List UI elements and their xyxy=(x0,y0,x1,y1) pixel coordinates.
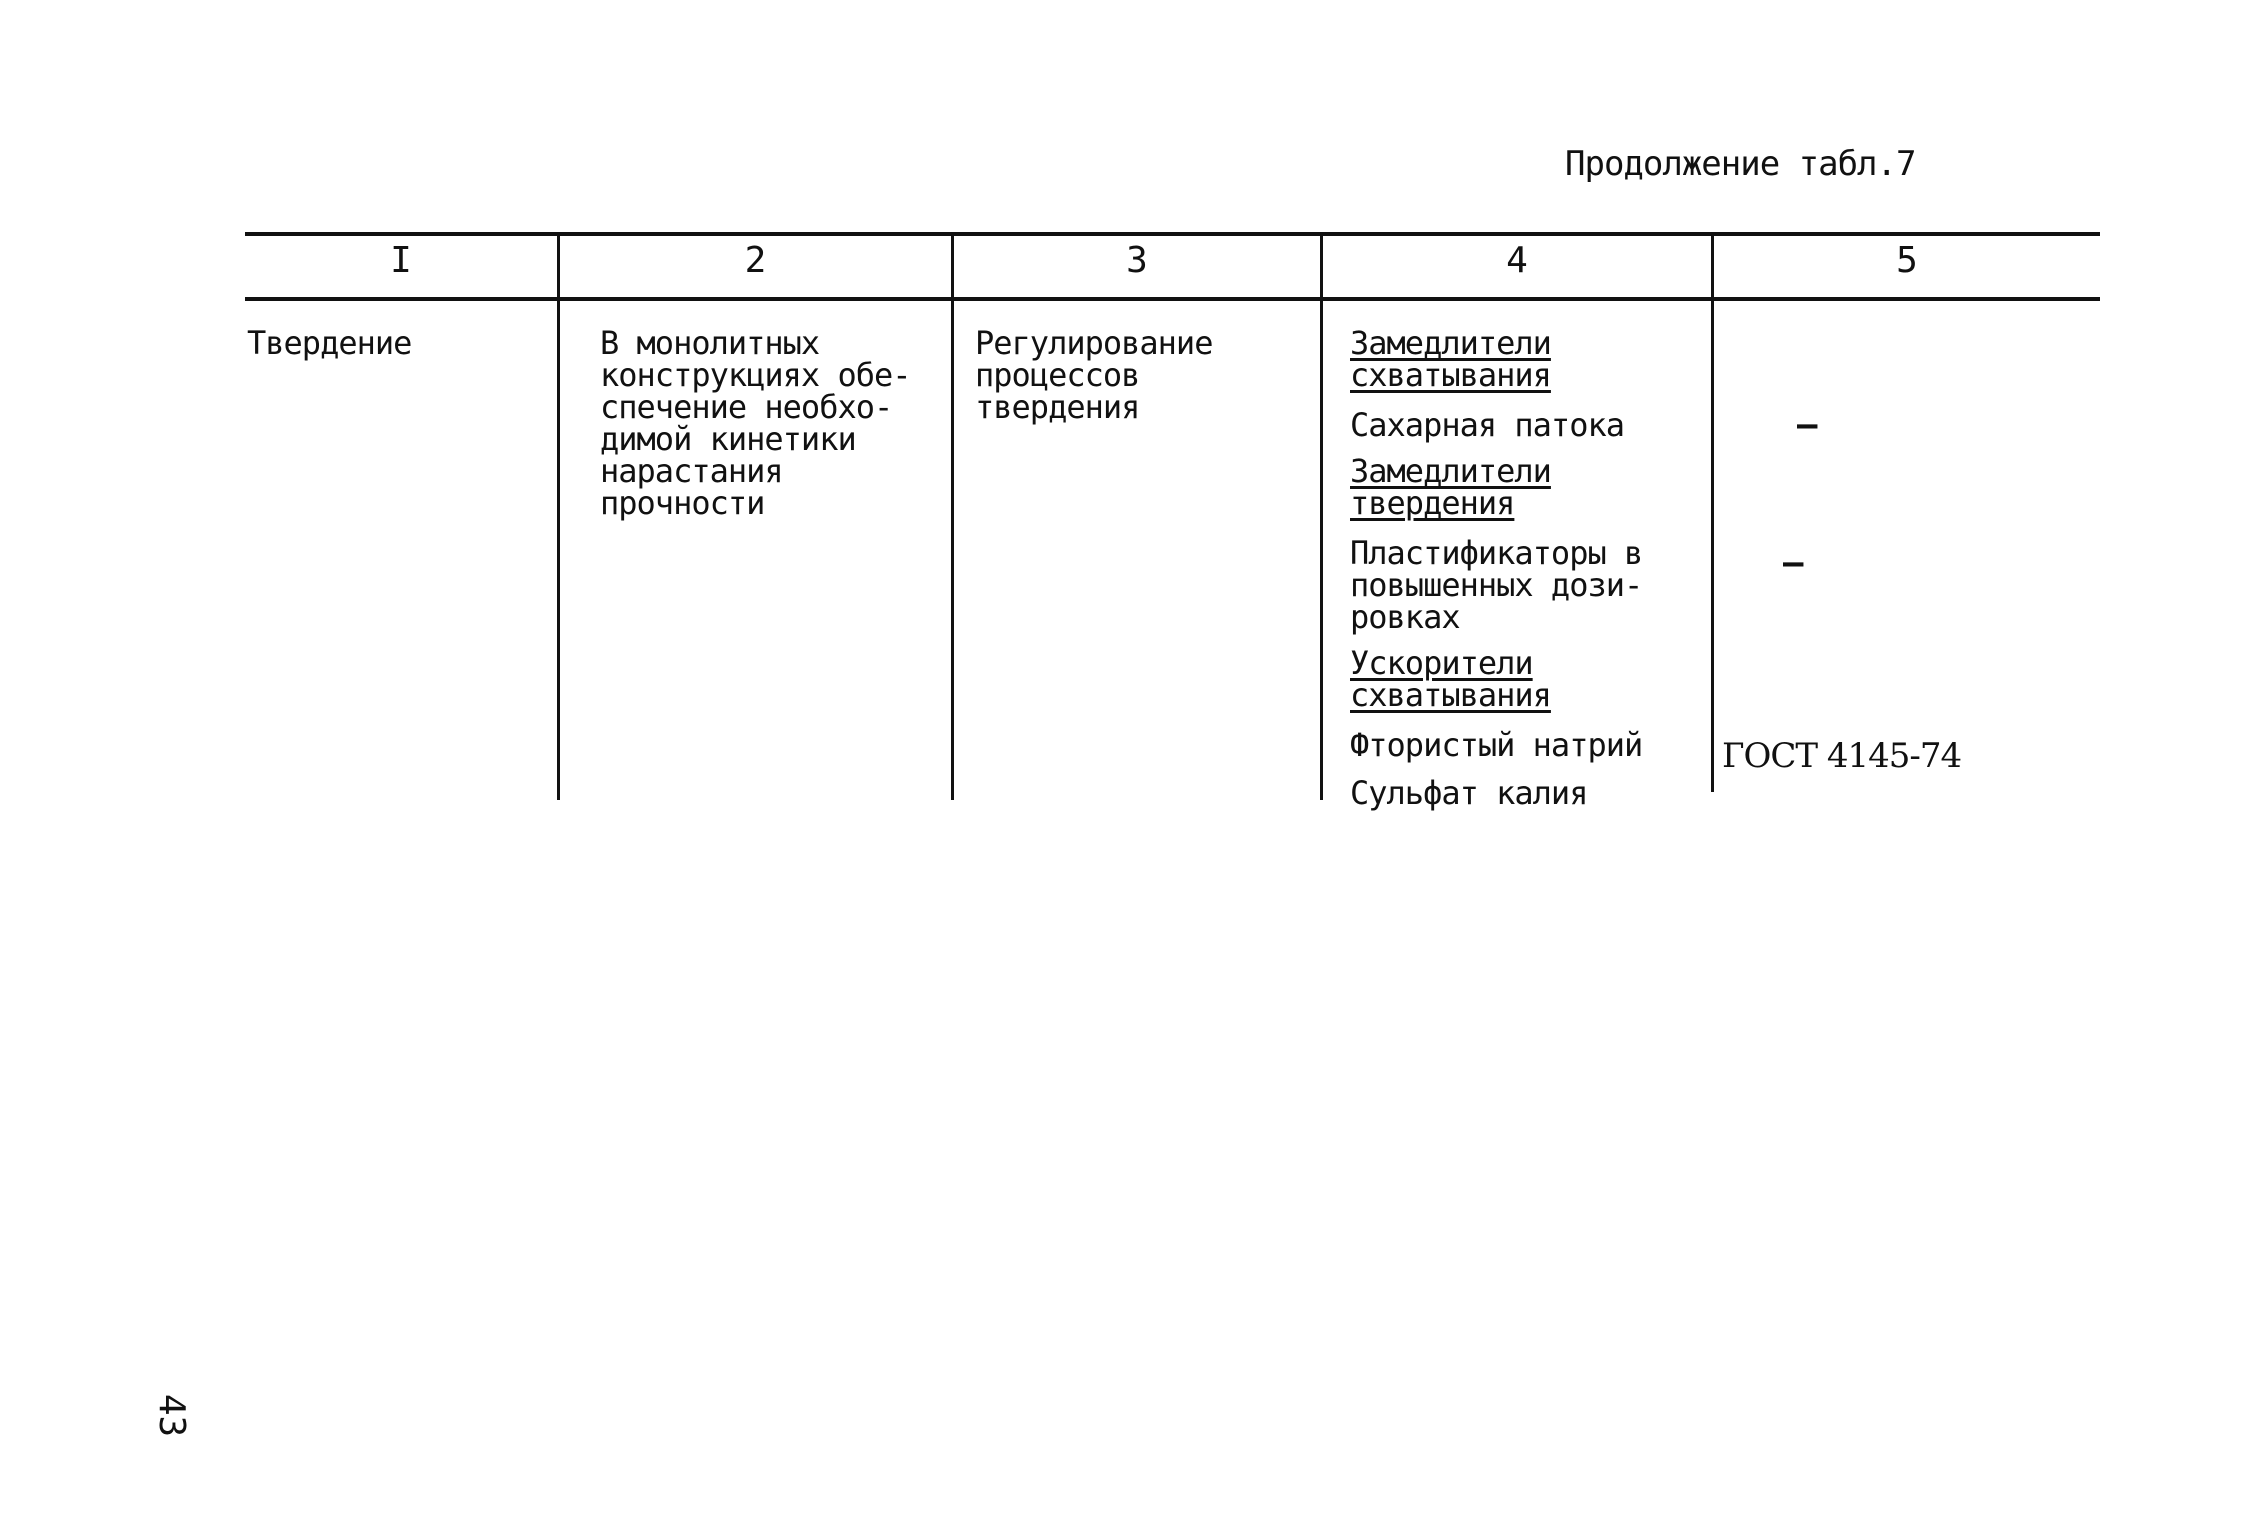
cell-purpose: В монолитных конструкциях обе- спечение необхо- димой кинетики нарастания прочности xyxy=(600,324,911,522)
cell-process: Твердение xyxy=(247,324,412,362)
group-heading-set-retarders: Замедлители схватывания xyxy=(1350,324,1551,394)
page-number: 43 xyxy=(151,1393,193,1438)
item-potassium-sulfate: Сульфат калия xyxy=(1350,774,1588,812)
group-heading-hardening-retarders: Замедлители твердения xyxy=(1350,452,1551,522)
dash-standard-2: – xyxy=(1783,543,1803,583)
col-separator-1 xyxy=(557,234,560,800)
item-sugar-molasses: Сахарная патока xyxy=(1350,406,1624,444)
header-col-2: 2 xyxy=(744,240,767,281)
header-col-3: 3 xyxy=(1126,240,1148,281)
dash-standard-1: – xyxy=(1797,405,1817,445)
col-separator-4 xyxy=(1711,234,1714,792)
header-col-4: 4 xyxy=(1506,240,1528,281)
col-separator-3 xyxy=(1320,234,1323,800)
table-top-rule xyxy=(245,232,2100,236)
standard-gost: ГОСТ 4145-74 xyxy=(1722,736,1962,776)
item-sodium-fluoride: Фтористый натрий xyxy=(1350,726,1643,764)
item-plasticizers: Пластификаторы в повышенных дози- ровках xyxy=(1350,534,1643,636)
table-caption: Продолжение табл.7 xyxy=(1565,144,1916,184)
header-col-5: 5 xyxy=(1896,240,1918,281)
group-heading-set-accelerators: Ускорители схватывания xyxy=(1350,644,1551,714)
col-separator-2 xyxy=(951,234,954,800)
header-col-1: I xyxy=(390,240,412,281)
cell-function: Регулирование процессов твердения xyxy=(975,324,1213,426)
header-bottom-rule xyxy=(245,297,2100,301)
